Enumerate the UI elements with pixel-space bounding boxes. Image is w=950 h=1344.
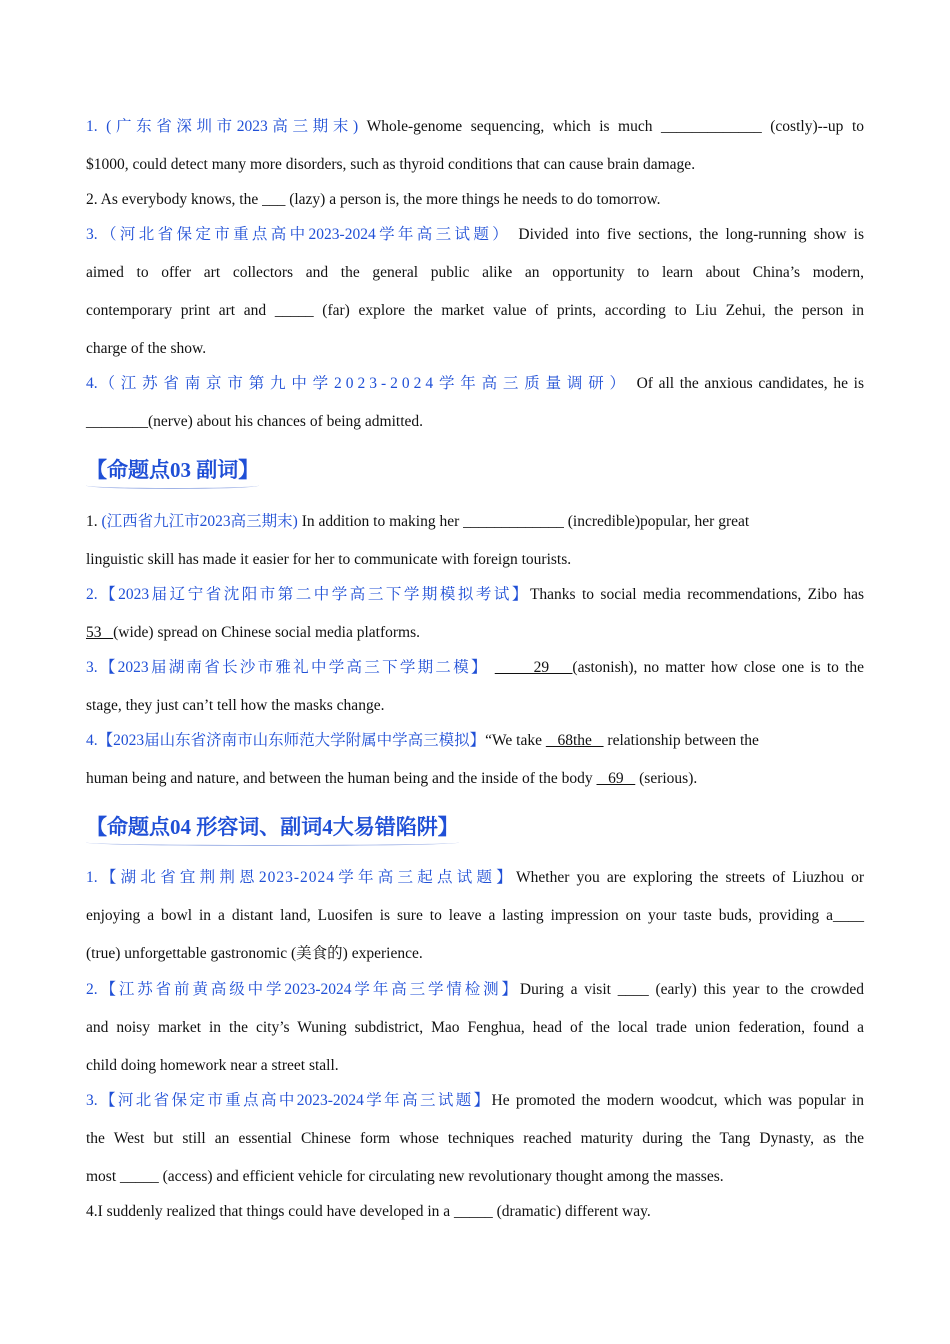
- question-number: 2.: [86, 981, 98, 998]
- question-source: （江苏省南京市第九中学2023-2024学年高三质量调研）: [97, 375, 631, 392]
- section-heading-03: [86, 456, 259, 484]
- question-text: (wide) spread on Chinese social media platforms.: [113, 624, 421, 641]
- question-3-2-line1: [86, 585, 864, 605]
- question-3-3-line1: [86, 658, 864, 678]
- question-4-1-line2: enjoying a bowl in a distant land, Luosifen is sure to leave a lasting impression on your taste buds, providing a____: [86, 907, 864, 924]
- question-text: Thanks to social media recommendations, Zibo has: [529, 586, 864, 603]
- answer-blank: 68the: [545, 732, 604, 749]
- question-number: 1.: [86, 869, 98, 886]
- question-source: (广东省深圳市2023高三期末): [106, 118, 359, 135]
- question-2-4-line2: ________(nerve) about his chances of being admitted.: [86, 413, 424, 430]
- question-text: human being and nature, and between the human being and the inside of the body: [86, 770, 597, 787]
- answer-blank: _____29___: [494, 659, 573, 676]
- question-4-1-line1: [86, 868, 864, 888]
- question-number: 2.: [86, 586, 98, 603]
- answer-blank: 69: [596, 770, 636, 787]
- question-source: 【2023届湖南省长沙市雅礼中学高三下学期二模】: [97, 659, 489, 676]
- question-text: relationship between the: [603, 732, 759, 749]
- question-2-3-line1: [86, 225, 864, 245]
- question-3-2-line2: [86, 623, 864, 643]
- question-text: In addition to making her _____________ (incredible)popular, her great: [301, 513, 750, 530]
- question-2-3-line2: aimed to offer art collectors and the general public alike an opportunity to learn about China’s modern,: [86, 264, 864, 281]
- question-number: 3.: [86, 1092, 98, 1109]
- question-4-2-line3: child doing homework near a street stall.: [86, 1057, 339, 1074]
- heading-underline: [86, 839, 459, 846]
- question-4-3-line1: [86, 1091, 864, 1111]
- question-2-3-line4: charge of the show.: [86, 340, 207, 357]
- question-number: 4.: [86, 375, 98, 392]
- question-number: 1.: [86, 118, 98, 135]
- question-source: （河北省保定市重点高中2023-2024学年高三试题）: [97, 226, 512, 243]
- question-2-2: 2. As everybody knows, the ___ (lazy) a person is, the more things he needs to do tomorrow.: [86, 191, 661, 208]
- heading-text: 【命题点03 副词】: [86, 458, 260, 482]
- question-text: (serious).: [635, 770, 698, 787]
- question-text: Of all the anxious candidates, he is: [636, 375, 864, 392]
- question-4-1-line3: (true) unforgettable gastronomic (美食的) experience.: [86, 945, 423, 962]
- question-2-1-line1: [86, 117, 864, 137]
- question-source: 【2023届山东省济南市山东师范大学附属中学高三模拟】: [97, 732, 486, 749]
- question-source: 【湖北省宜荆荆恩2023-2024学年高三起点试题】: [97, 869, 517, 886]
- question-source: 【江苏省前黄高级中学2023-2024学年高三学情检测】: [97, 981, 520, 998]
- question-text: “We take: [485, 732, 546, 749]
- question-number: 3.: [86, 659, 98, 676]
- question-3-4-line1: [86, 731, 864, 751]
- question-source: 【2023届辽宁省沈阳市第二中学高三下学期模拟考试】: [97, 586, 530, 603]
- question-number: 3.: [86, 226, 98, 243]
- question-2-4-line1: [86, 374, 864, 394]
- question-3-1-line1: [86, 512, 864, 532]
- question-text: He promoted the modern woodcut, which was popular in: [491, 1092, 864, 1109]
- question-text: Whether you are exploring the streets of Liuzhou or: [516, 869, 864, 886]
- question-4-4: 4.I suddenly realized that things could have developed in a _____ (dramatic) different way.: [86, 1203, 651, 1220]
- question-3-1-line2: linguistic skill has made it easier for her to communicate with foreign tourists.: [86, 551, 572, 568]
- question-text: Divided into five sections, the long-running show is: [518, 226, 864, 243]
- question-4-3-line3: most _____ (access) and efficient vehicle for circulating new revolutionary thought among the masses.: [86, 1168, 724, 1185]
- heading-underline: [86, 482, 259, 489]
- question-number: 4.: [86, 732, 98, 749]
- question-source: (江西省九江市2023高三期末): [101, 513, 298, 530]
- question-text: Whole-genome sequencing, which is much _____________ (costly)--up to: [366, 118, 865, 135]
- question-3-4-line2: [86, 769, 864, 789]
- question-number: 1.: [86, 513, 98, 530]
- answer-blank: 53: [86, 624, 114, 641]
- question-4-3-line2: the West but still an essential Chinese form whose techniques reached maturity during the Tang Dynasty, as the: [86, 1130, 864, 1147]
- section-heading-04: [86, 813, 459, 841]
- question-text: During a visit ____ (early) this year to the crowded: [519, 981, 864, 998]
- question-2-1-line2: $1000, could detect many more disorders, such as thyroid conditions that can cause brain damage.: [86, 156, 696, 173]
- question-2-3-line3: contemporary print art and _____ (far) explore the market value of prints, according to Liu Zehui, the person in: [86, 302, 864, 319]
- question-4-2-line2: and noisy market in the city’s Wuning subdistrict, Mao Fenghua, head of the local trade union federation, found a: [86, 1019, 864, 1036]
- question-4-2-line1: [86, 980, 864, 1000]
- question-source: 【河北省保定市重点高中2023-2024学年高三试题】: [97, 1092, 492, 1109]
- question-3-3-line2: stage, they just can’t tell how the masks change.: [86, 697, 385, 714]
- heading-text: 【命题点04 形容词、副词4大易错陷阱】: [86, 815, 459, 839]
- question-text: (astonish), no matter how close one is to the: [572, 659, 864, 676]
